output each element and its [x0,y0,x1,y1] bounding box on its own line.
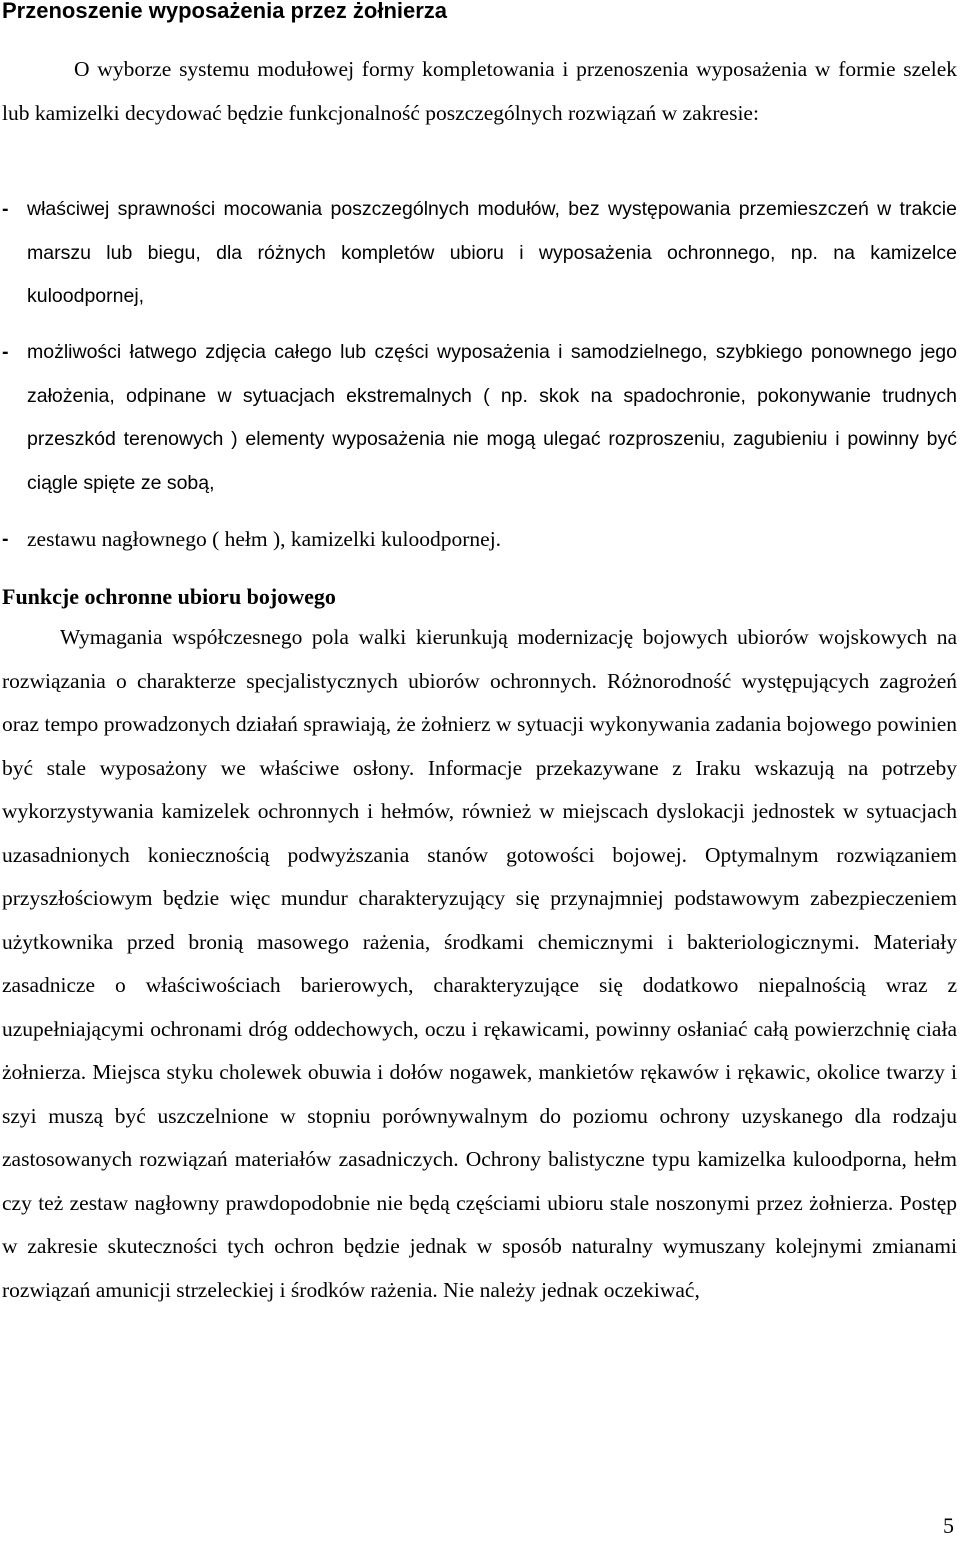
section-heading-protective-functions: Funkcje ochronne ubioru bojowego [2,584,336,609]
intro-paragraph [2,48,957,135]
page-number: 5 [943,1513,954,1538]
list-item [2,518,957,562]
list-item [2,331,957,505]
list-item-text: właściwej sprawności mocowania poszczególnych modułów, bez występowania przemieszczeń w trakcie marszu lub biegu, dla różnych kompletów ubioru i wyposażenia ochronnego, np. na kamizelce kuloodpornej, [27,198,957,307]
list-item-text: możliwości łatwego zdjęcia całego lub części wyposażenia i samodzielnego, szybkiego ponownego jego założenia, odpinane w sytuacjach ekstremalnych ( np. skok na spadochronie, pokonywanie trudnych przeszkód terenowych ) elementy wyposażenia nie mogą ulegać rozproszeniu, zagubieniu i powinny być ciągle spięte ze sobą, [27,341,957,494]
bullet-dash: - [2,528,9,550]
list-item [2,188,957,319]
body-paragraph: Wymagania współczesnego pola walki kierunkują modernizację bojowych ubiorów wojskowych na rozwiązania o charakterze specjalistycznych ubiorów ochronnych. Różnorodność występujących zagrożeń oraz tempo prowadzonych działań sprawiają, że żołnierz w sytuacji wykonywania zadania bojowego powinien być stale wyposażony we właściwe osłony. Informacje przekazywane z Iraku wskazują na potrzeby wykorzystywania kamizelek ochronnych i hełmów, również w miejscach dyslokacji jednostek w sytuacjach uzasadnionych koniecznością podwyższania stanów gotowości bojowej. Optymalnym rozwiązaniem przyszłościowym będzie więc mundur charakteryzujący się przynajmniej podstawowym zabezpieczeniem użytkownika przed bronią masowego rażenia, środkami chemicznymi i bakteriologicznymi. Materiały zasadnicze o właściwościach barierowych, charakteryzujące się dodatkowo niepalnością wraz z uzupełniającymi ochronami dróg oddechowych, oczu i rękawicami, powinny osłaniać całą powierzchnię ciała żołnierza. Miejsca styku cholewek obuwia i dołów nogawek, mankietów rękawów i rękawic, okolice twarzy i szyi muszą być uszczelnione w stopniu porównywalnym do poziomu ochrony uzyskanego dla rodzaju zastosowanych rozwiązań materiałów zasadniczych. Ochrony balistyczne typu kamizelka kuloodporna, hełm czy też zestaw nagłowny prawdopodobnie nie będą częściami ubioru stale noszonymi przez żołnierza. Postęp w zakresie skuteczności tych ochron będzie jednak w sposób naturalny wymuszany kolejnymi zmianami rozwiązań amunicji strzeleckiej i środków rażenia. Nie należy jednak oczekiwać, [2,625,957,1302]
bullet-dash: - [2,198,9,220]
section-heading-equipment-carrying: Przenoszenie wyposażenia przez żołnierza [2,0,448,23]
bullet-dash: - [2,341,9,363]
list-item-text: zestawu nagłownego ( hełm ), kamizelki kuloodpornej. [27,527,502,551]
intro-text: O wyborze systemu modułowej formy kompletowania i przenoszenia wyposażenia w formie szelek lub kamizelki decydować będzie funkcjonalność poszczególnych rozwiązań w zakresie: [2,57,957,125]
